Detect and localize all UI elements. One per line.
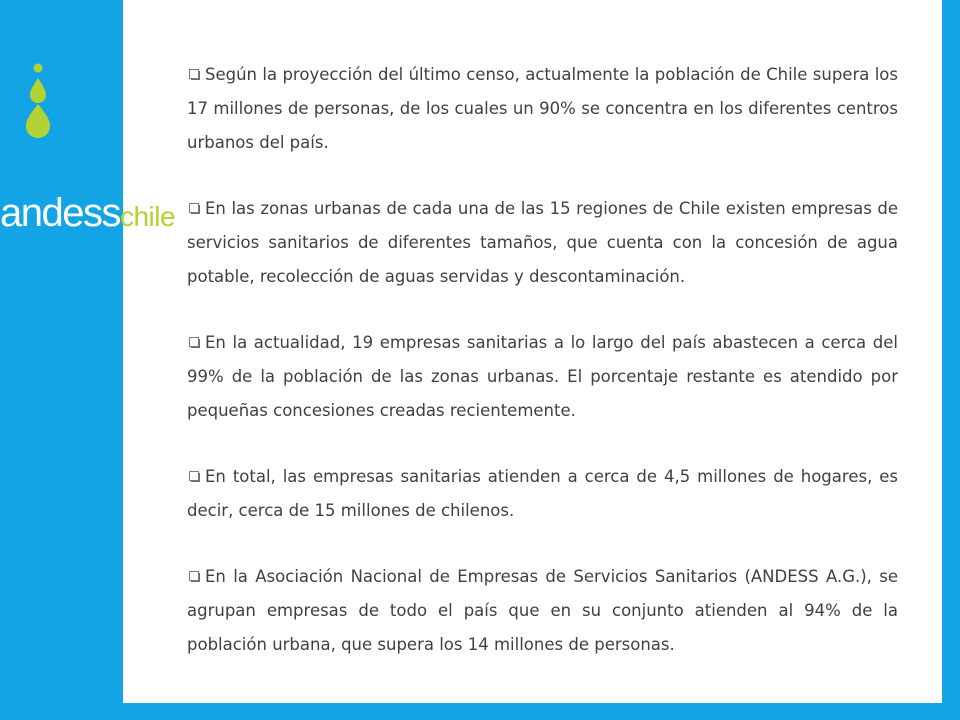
square-checkbox-icon bbox=[189, 471, 201, 483]
paragraph-text: Según la proyección del último censo, actualmente la población de Chile supera los 17 millones de personas, de los cuales un 90% se concentra en los diferentes centros urbanos del país. bbox=[187, 65, 898, 152]
logo-wordmark bbox=[0, 193, 175, 233]
square-checkbox-icon bbox=[189, 571, 201, 583]
logo-text-andess: andess bbox=[0, 191, 120, 235]
bullet-paragraph bbox=[187, 460, 898, 528]
paragraph-text: En la Asociación Nacional de Empresas de Servicios Sanitarios (ANDESS A.G.), se agrupan empresas de todo el país que en su conjunto atienden al 94% de la población urbana, que supera los 14 millones de personas. bbox=[187, 567, 898, 654]
water-drops-icon bbox=[0, 60, 80, 140]
andess-logo bbox=[0, 60, 200, 235]
bullet-paragraph bbox=[187, 560, 898, 662]
paragraph-text: En las zonas urbanas de cada una de las 15 regiones de Chile existen empresas de servicios sanitarios de diferentes tamaños, que cuenta con la concesión de agua potable, recolección de aguas servidas y descontaminación. bbox=[187, 199, 898, 286]
bullet-paragraph bbox=[187, 192, 898, 294]
bottom-blue-band bbox=[0, 703, 960, 720]
bullet-paragraph bbox=[187, 326, 898, 428]
main-content bbox=[187, 58, 898, 694]
bullet-paragraph bbox=[187, 58, 898, 160]
paragraph-text: En total, las empresas sanitarias atienden a cerca de 4,5 millones de hogares, es decir, cerca de 15 millones de chilenos. bbox=[187, 467, 898, 520]
square-checkbox-icon bbox=[189, 337, 201, 349]
logo-text-chile: chile bbox=[119, 201, 176, 232]
square-checkbox-icon bbox=[189, 69, 201, 81]
paragraph-text: En la actualidad, 19 empresas sanitarias a lo largo del país abastecen a cerca del 99% de la población de las zonas urbanas. El porcentaje restante es atendido por pequeñas concesiones creadas recientemente. bbox=[187, 333, 898, 420]
square-checkbox-icon bbox=[189, 203, 201, 215]
right-blue-band bbox=[942, 0, 960, 720]
